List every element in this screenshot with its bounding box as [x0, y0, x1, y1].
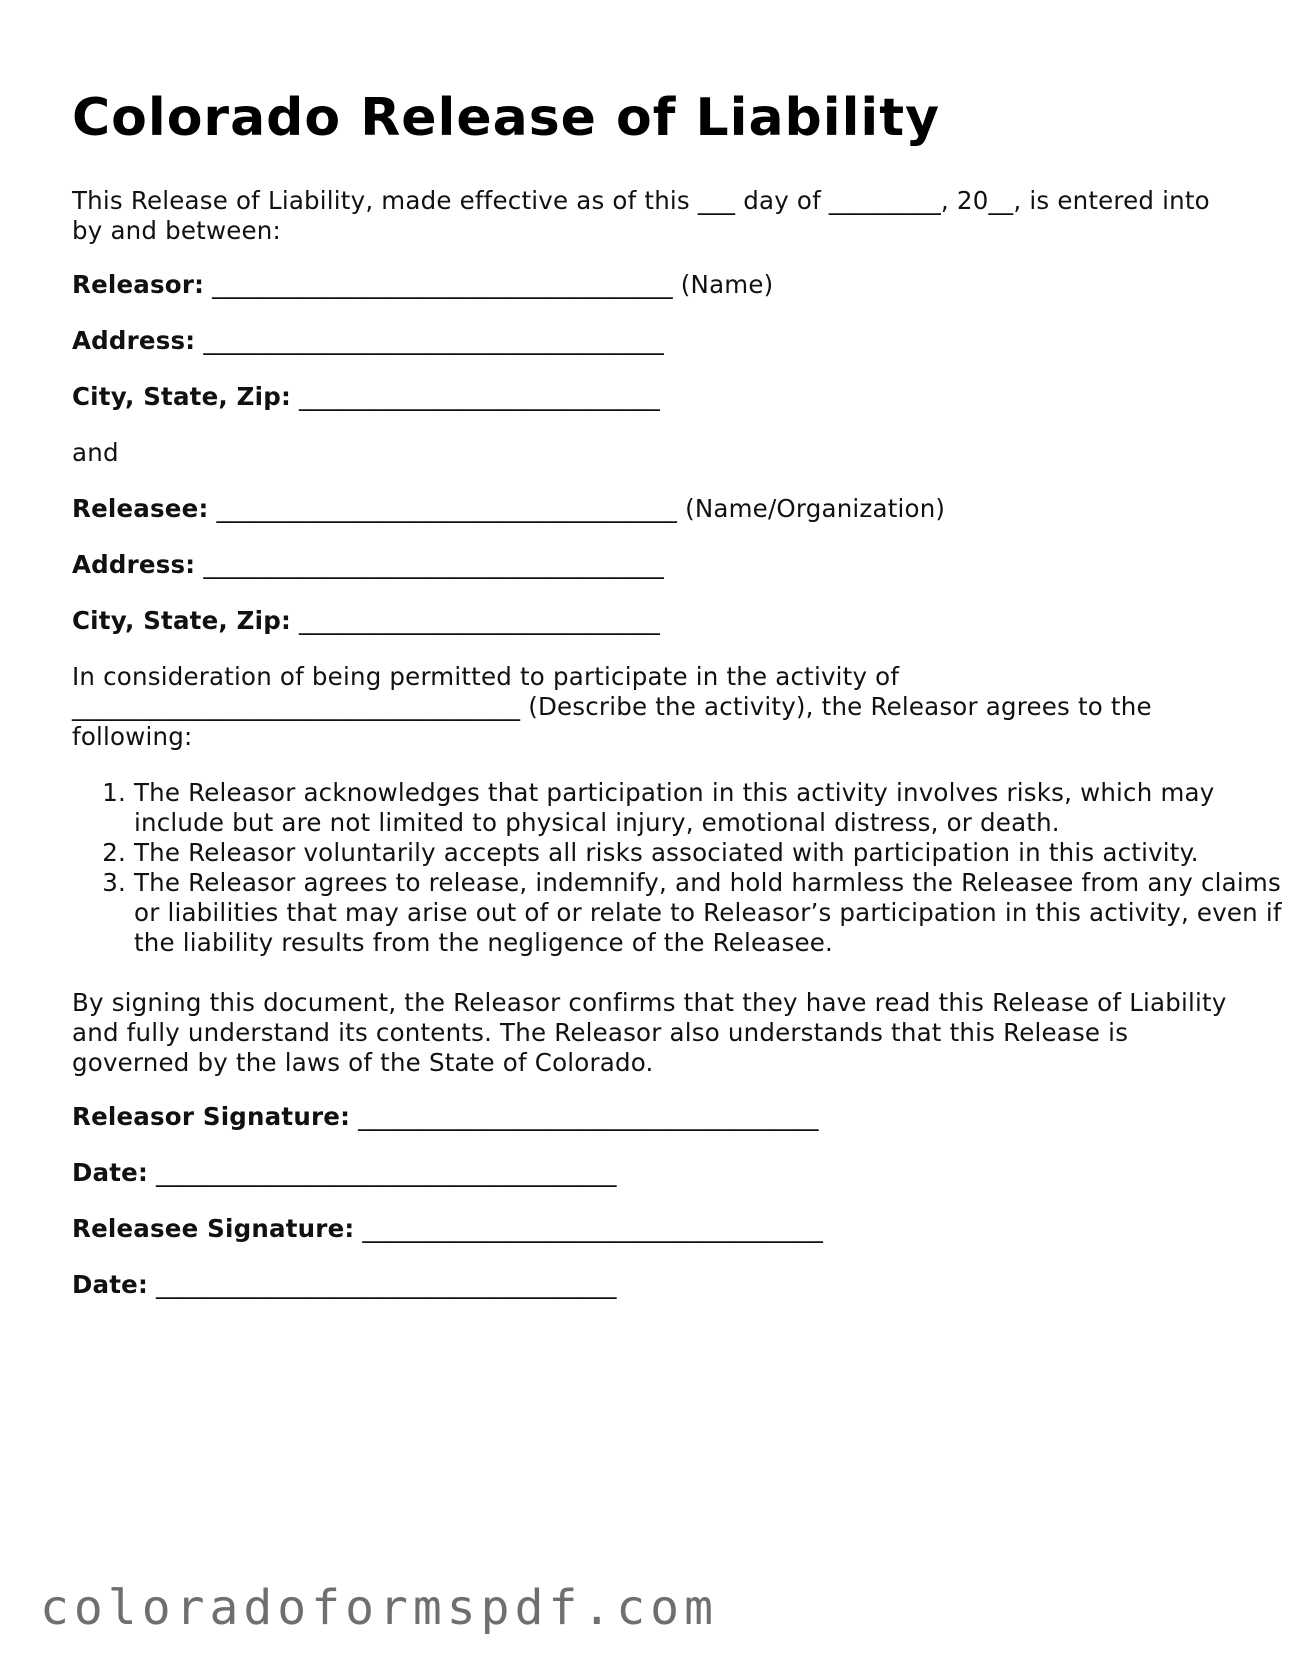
releasee-signature-field	[72, 1214, 823, 1244]
releasee-city-line[interactable]: _____________________________	[298, 606, 661, 635]
releasor-signature-label: Releasor Signature:	[72, 1102, 351, 1131]
term-item: 1. The Releasor acknowledges that participation in this activity involves risks, which may include but are not limited to physical injury, emotional distress, or death.	[134, 778, 1293, 838]
releasee-name-hint: (Name/Organization)	[685, 494, 946, 523]
releasor-address-line[interactable]: _____________________________________	[203, 326, 664, 355]
releasee-date-field	[72, 1270, 617, 1300]
releasee-name-line[interactable]: _____________________________________	[216, 494, 678, 523]
releasee-city-field	[72, 606, 660, 636]
releasor-name-hint: (Name)	[680, 270, 774, 299]
document-title: Colorado Release of Liability	[72, 88, 940, 148]
releasor-date-field	[72, 1158, 617, 1188]
releasee-address-label: Address:	[72, 550, 196, 579]
releasee-signature-label: Releasee Signature:	[72, 1214, 355, 1243]
releasor-name-field	[72, 270, 773, 300]
releasee-signature-line[interactable]: _____________________________________	[362, 1214, 824, 1243]
term-item: 2. The Releasor voluntarily accepts all risks associated with participation in this activity.	[134, 838, 1293, 868]
releasor-city-label: City, State, Zip:	[72, 382, 291, 411]
closing-paragraph: By signing this document, the Releasor confirms that they have read this Release of Liability and fully understand its contents. The Releasor also understands that this Release is governed by the laws of the State of Colorado.	[72, 988, 1227, 1077]
releasor-city-line[interactable]: _____________________________	[298, 382, 661, 411]
releasee-name-label: Releasee:	[72, 494, 209, 523]
releasor-date-label: Date:	[72, 1158, 148, 1187]
term-item: 3. The Releasor agrees to release, indemnify, and hold harmless the Releasee from any claims or liabilities that may arise out of or relate to Releasor’s participation in this activity, even if the liability results from the negligence of the Releasee.	[134, 868, 1293, 958]
releasor-address-label: Address:	[72, 326, 196, 355]
releasee-date-line[interactable]: _____________________________________	[156, 1270, 617, 1299]
releasee-address-line[interactable]: _____________________________________	[203, 550, 664, 579]
releasee-name-field	[72, 494, 945, 524]
releasor-signature-line[interactable]: _____________________________________	[358, 1102, 819, 1131]
consideration-paragraph: In consideration of being permitted to participate in the activity of ____________________________________ (Describe the activity), the Releasor agrees to the following:	[72, 662, 1152, 751]
releasee-address-field	[72, 550, 664, 580]
intro-paragraph: This Release of Liability, made effective as of this ___ day of _________, 20__, is entered into by and between:	[72, 186, 1210, 245]
releasor-signature-field	[72, 1102, 819, 1132]
releasor-name-label: Releasor:	[72, 270, 205, 299]
and-connector: and	[72, 438, 119, 467]
releasor-name-line[interactable]: _____________________________________	[212, 270, 673, 299]
releasee-city-label: City, State, Zip:	[72, 606, 291, 635]
releasor-address-field	[72, 326, 664, 356]
terms-list	[72, 778, 1293, 958]
releasor-date-line[interactable]: _____________________________________	[156, 1158, 617, 1187]
releasee-date-label: Date:	[72, 1270, 148, 1299]
releasor-city-field	[72, 382, 660, 412]
footer-watermark: coloradoformspdf.com	[40, 1580, 718, 1636]
